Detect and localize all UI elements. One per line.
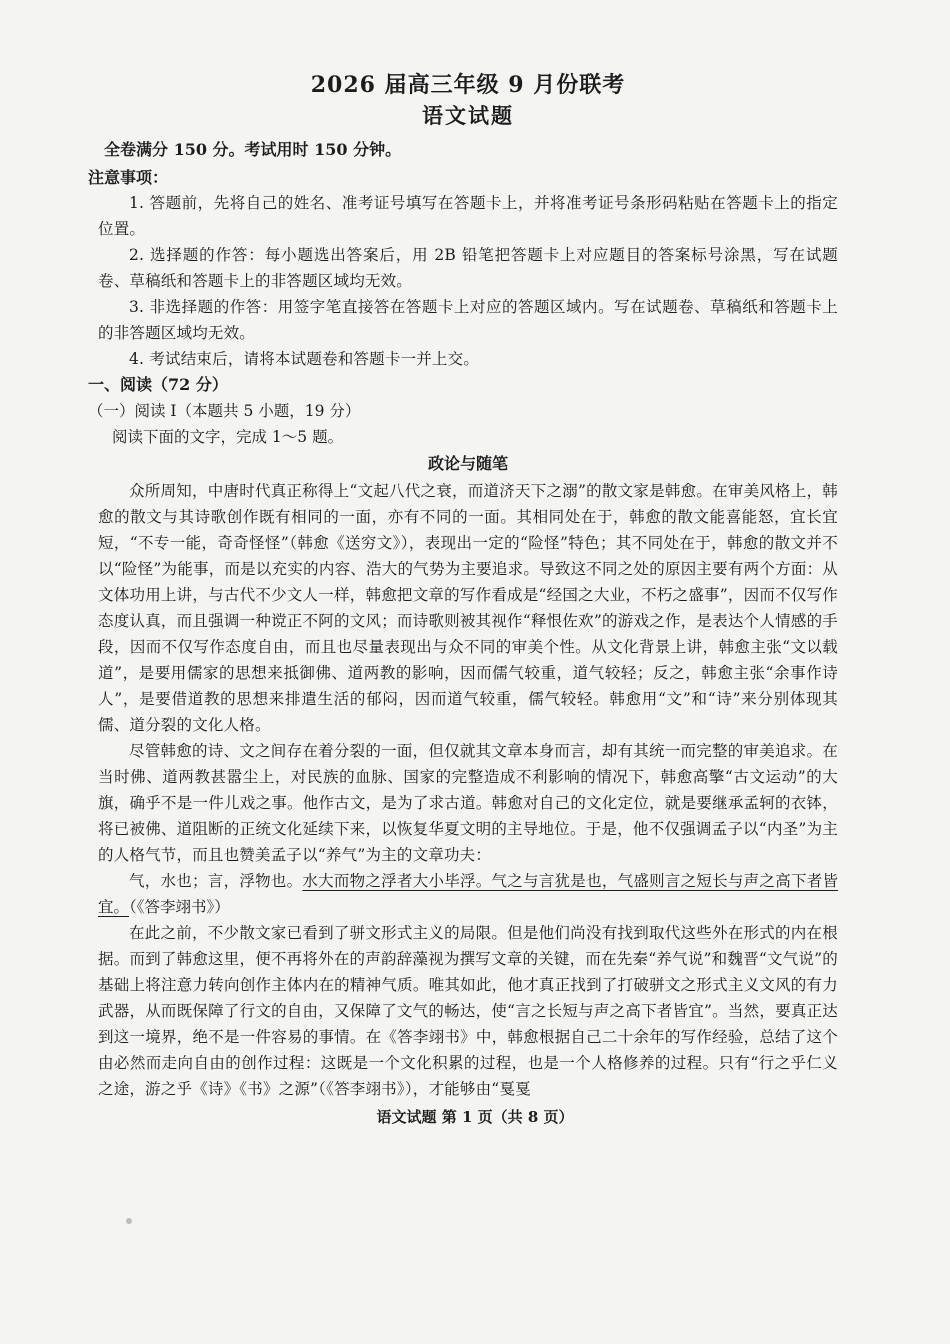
- quote-plain: 气，水也；言，浮物也。: [129, 872, 303, 890]
- notice-heading: 注意事项：: [88, 168, 169, 187]
- section-instruction: 阅读下面的文字，完成 1～5 题。: [112, 428, 344, 446]
- scan-speck: [126, 1218, 132, 1224]
- section-subheading: （一）阅读 I（本题共 5 小题，19 分）: [88, 402, 361, 420]
- notice-item-3: 3. 非选择题的作答：用签字笔直接答在答题卡上对应的答题区域内。写在试题卷、草稿纸和答题卡上的非答题区域均无效。: [98, 298, 838, 342]
- section-heading: 一、阅读（72 分）: [88, 375, 228, 394]
- quote-source: （《答李翊书》）: [129, 898, 230, 916]
- essay-paragraph-3: 在此之前，不少散文家已看到了骈文形式主义的局限。但是他们尚没有找到取代这些外在形式的内在根据。而到了韩愈这里，便不再将外在的声韵辞藻视为撰写文章的关键，而在先秦“养气说”和魏晋“文气说”的基础上将注意力转向创作主体内在的精神气质。唯其如此，他才真正找到了打破骈文之形式主义文风的有力武器，从而既保障了行文的自由，又保障了文气的畅达，使“言之长短与声之高下者皆宜”。当然，要真正达到这一境界，绝不是一件容易的事情。在《答李翊书》中，韩愈根据自己二十余年的写作经验，总结了这个由必然而走向自由的创作过程：这既是一个文化积累的过程，也是一个人格修养的过程。只有“行之乎仁义之途，游之乎《诗》《书》之源”（《答李翊书》），才能够由“戛戛: [98, 924, 838, 1098]
- score-line: 全卷满分 150 分。考试用时 150 分钟。: [104, 140, 402, 159]
- essay-title: 政论与随笔: [427, 454, 508, 473]
- exam-page: [88, 70, 838, 1102]
- exam-title: 2026 届高三年级 9 月份联考: [310, 72, 626, 98]
- essay-paragraph-1: 众所周知，中唐时代真正称得上“文起八代之衰，而道济天下之溺”的散文家是韩愈。在审美风格上，韩愈的散文与其诗歌创作既有相同的一面，亦有不同的一面。其相同处在于，韩愈的散文能喜能怒，宜长宜短，“不专一能，奇奇怪怪”（韩愈《送穷文》），表现出一定的“险怪”特色；其不同处在于，韩愈的散文并不以“险怪”为能事，而是以充实的内容、浩大的气势为主要追求。导致这不同之处的原因主要有两个方面：从文体功用上讲，与古代不少文人一样，韩愈把文章的写作看成是“经国之大业，不朽之盛事”，因而不仅写作态度认真，而且强调一种谠正不阿的文风；而诗歌则被其视作“释恨佐欢”的游戏之作，是表达个人情感的手段，因而不仅写作态度自由，而且也尽量表现出与众不同的审美个性。从文化背景上讲，韩愈主张“文以载道”，是要用儒家的思想来抵御佛、道两教的影响，因而儒气较重，道气较轻；反之，韩愈主张“余事作诗人”，是要借道教的思想来排遣生活的郁闷，因而道气较重，儒气较轻。韩愈用“文”和“诗”来分别体现其儒、道分裂的文化人格。: [98, 482, 838, 734]
- essay-paragraph-2: 尽管韩愈的诗、文之间存在着分裂的一面，但仅就其文章本身而言，却有其统一而完整的审美追求。在当时佛、道两教甚嚣尘上，对民族的血脉、国家的完整造成不利影响的情况下，韩愈高擎“古文运动”的大旗，确乎不是一件儿戏之事。他作古文，是为了求古道。韩愈对自己的文化定位，就是要继承孟轲的衣钵，将已被佛、道阻断的正统文化延续下来，以恢复华夏文明的主导地位。于是，他不仅强调孟子以“内圣”为主的人格气节，而且也赞美孟子以“养气”为主的文章功夫：: [98, 742, 838, 864]
- notice-item-2: 2. 选择题的作答：每小题选出答案后，用 2B 铅笔把答题卡上对应题目的答案标号涂黑，写在试题卷、草稿纸和答题卡上的非答题区域均无效。: [98, 246, 838, 290]
- essay-quote: [98, 868, 838, 920]
- exam-subtitle: 语文试题: [422, 103, 514, 128]
- page-footer: 语文试题 第 1 页（共 8 页）: [376, 1108, 574, 1126]
- quote-underlined: 水大而物之浮者大小毕浮。气之与言犹是也，气盛则言之短长与声之高下者皆宜。: [98, 872, 838, 916]
- notice-item-4: 4. 考试结束后，请将本试题卷和答题卡一并上交。: [129, 350, 480, 368]
- notice-item-1: 1. 答题前，先将自己的姓名、准考证号填写在答题卡上，并将准考证号条形码粘贴在答题卡上的指定位置。: [98, 194, 838, 238]
